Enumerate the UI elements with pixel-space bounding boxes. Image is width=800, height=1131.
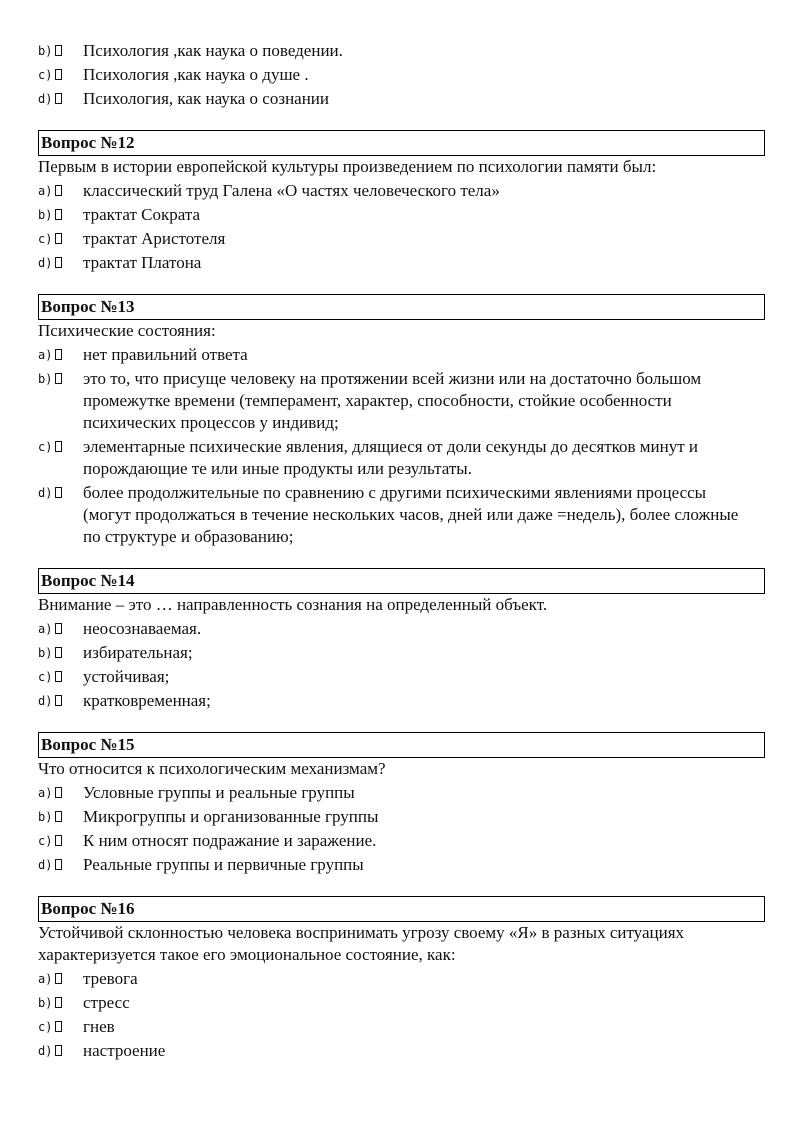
option-checkbox-icon[interactable] [55, 69, 62, 80]
option-letter: c) [38, 232, 53, 246]
option-letter: d) [38, 256, 53, 270]
option-checkbox-icon[interactable] [55, 93, 62, 104]
option-checkbox-icon[interactable] [55, 997, 62, 1008]
option-letter: d) [38, 694, 53, 708]
option-text: Условные группы и реальные группы [83, 783, 355, 802]
option-checkbox-icon[interactable] [55, 671, 62, 682]
option-checkbox-icon[interactable] [55, 811, 62, 822]
question-text: Психические состояния: [38, 321, 216, 340]
option-letter: b) [38, 372, 53, 386]
previous-question-options [38, 40, 765, 110]
question-block [38, 896, 765, 1062]
option-letter: b) [38, 646, 53, 660]
option-item [38, 806, 765, 828]
option-checkbox-icon[interactable] [55, 441, 62, 452]
option-letter: d) [38, 486, 53, 500]
option-item [38, 666, 765, 688]
option-item [38, 782, 765, 804]
option-item [38, 968, 765, 990]
question-title: Вопрос №12 [38, 130, 765, 156]
question-title: Вопрос №15 [38, 732, 765, 758]
option-checkbox-icon[interactable] [55, 209, 62, 220]
option-checkbox-icon[interactable] [55, 373, 62, 384]
option-item [38, 436, 765, 480]
option-checkbox-icon[interactable] [55, 973, 62, 984]
option-item [38, 690, 765, 712]
question-text: Внимание – это … направленность сознания на определенный объект. [38, 595, 548, 614]
option-text: неосознаваемая. [83, 619, 202, 638]
option-letter: c) [38, 834, 53, 848]
option-letter: b) [38, 208, 53, 222]
option-item [38, 252, 765, 274]
option-checkbox-icon[interactable] [55, 623, 62, 634]
option-text: Психология ,как наука о душе . [83, 65, 309, 84]
option-text: устойчивая; [83, 667, 170, 686]
option-letter: b) [38, 44, 53, 58]
document-page [38, 38, 765, 1082]
question-block [38, 732, 765, 876]
option-text: элементарные психические явления, длящиеся от доли секунды до десятков минут и порождающие те или иные продукты или результаты. [83, 437, 699, 478]
option-text: более продолжительные по сравнению с другими психическими явлениями процессы (могут продолжаться в течение нескольких часов, дней или даже =недель), более сложные по структуре и образованию; [83, 483, 739, 546]
option-item [38, 642, 765, 664]
option-item [38, 482, 765, 548]
option-checkbox-icon[interactable] [55, 835, 62, 846]
option-checkbox-icon[interactable] [55, 45, 62, 56]
option-checkbox-icon[interactable] [55, 233, 62, 244]
option-text: кратковременная; [83, 691, 211, 710]
option-checkbox-icon[interactable] [55, 1021, 62, 1032]
option-checkbox-icon[interactable] [55, 859, 62, 870]
option-checkbox-icon[interactable] [55, 349, 62, 360]
option-checkbox-icon[interactable] [55, 787, 62, 798]
question-title: Вопрос №13 [38, 294, 765, 320]
question-block [38, 130, 765, 274]
option-item [38, 344, 765, 366]
option-letter: a) [38, 184, 53, 198]
option-item [38, 830, 765, 852]
option-letter: c) [38, 440, 53, 454]
option-item [38, 40, 765, 62]
option-letter: d) [38, 858, 53, 872]
option-checkbox-icon[interactable] [55, 647, 62, 658]
option-text: Психология ,как наука о поведении. [83, 41, 343, 60]
option-item [38, 1040, 765, 1062]
option-item [38, 64, 765, 86]
option-text: тревога [83, 969, 138, 988]
option-text: К ним относят подражание и заражение. [83, 831, 377, 850]
option-item [38, 88, 765, 110]
option-text: избирательная; [83, 643, 193, 662]
option-letter: a) [38, 972, 53, 986]
option-letter: a) [38, 786, 53, 800]
option-text: настроение [83, 1041, 166, 1060]
option-checkbox-icon[interactable] [55, 185, 62, 196]
question-block [38, 294, 765, 548]
option-letter: c) [38, 68, 53, 82]
option-letter: d) [38, 1044, 53, 1058]
option-checkbox-icon[interactable] [55, 257, 62, 268]
option-item [38, 618, 765, 640]
option-item [38, 1016, 765, 1038]
option-letter: b) [38, 996, 53, 1010]
question-text: Что относится к психологическим механизмам? [38, 759, 386, 778]
option-checkbox-icon[interactable] [55, 1045, 62, 1056]
option-item [38, 228, 765, 250]
option-text: нет правильний ответа [83, 345, 248, 364]
question-text: Первым в истории европейской культуры произведением по психологии памяти был: [38, 157, 657, 176]
option-item [38, 992, 765, 1014]
question-title: Вопрос №14 [38, 568, 765, 594]
option-letter: c) [38, 1020, 53, 1034]
option-text: гнев [83, 1017, 115, 1036]
option-letter: a) [38, 622, 53, 636]
option-text: трактат Аристотеля [83, 229, 226, 248]
option-text: трактат Сократа [83, 205, 201, 224]
option-text: классический труд Галена «О частях человеческого тела» [83, 181, 500, 200]
option-letter: c) [38, 670, 53, 684]
question-title: Вопрос №16 [38, 896, 765, 922]
option-item [38, 204, 765, 226]
option-letter: d) [38, 92, 53, 106]
option-item [38, 180, 765, 202]
option-text: Психология, как наука о сознании [83, 89, 330, 108]
option-text: трактат Платона [83, 253, 202, 272]
option-item [38, 854, 765, 876]
option-checkbox-icon[interactable] [55, 487, 62, 498]
option-letter: b) [38, 810, 53, 824]
option-item [38, 368, 765, 434]
option-checkbox-icon[interactable] [55, 695, 62, 706]
question-block [38, 568, 765, 712]
option-text: стресс [83, 993, 130, 1012]
option-text: Микрогруппы и организованные группы [83, 807, 379, 826]
option-text: это то, что присуще человеку на протяжении всей жизни или на достаточно большом промежутке времени (темперамент, характер, способности, стойкие особенности психических процессов у индивид; [83, 369, 702, 432]
question-text: Устойчивой склонностью человека воспринимать угрозу своему «Я» в разных ситуациях характеризуется такое его эмоциональное состояние, как: [38, 923, 685, 964]
option-text: Реальные группы и первичные группы [83, 855, 364, 874]
option-letter: a) [38, 348, 53, 362]
